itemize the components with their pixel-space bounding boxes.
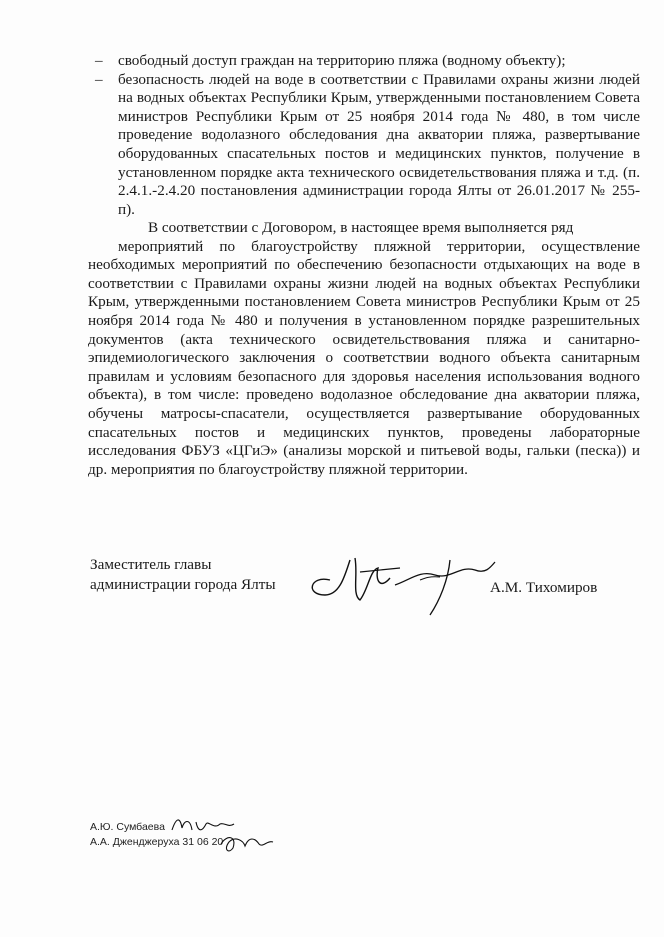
handwritten-initials <box>215 830 305 856</box>
handwritten-signature <box>300 540 500 620</box>
list-item <box>88 52 640 71</box>
executor-line: А.Ю. Сумбаева <box>90 821 165 833</box>
dash-marker: – <box>95 52 103 69</box>
paragraph-body: мероприятий по благоустройству пляжной территории, осуществление необходимых мероприятий по обеспечению безопасности отдыхающих на воде в соответствии с Правилами охраны жизни людей на водных объектах Республики Крым, утвержденными постановлением Совета министров Республики Крым от 25 ноября 2014 года № 480 и получения в установленном порядке разрешительных документов (акта технического освидетельствования пляжа и санитарно-эпидемиологического заключения о соответствии водного объекта санитарным правилам и условиям безопасного для здоровья населения использования водного объекта), в том числе: проведено водолазное обследование дна акватории пляжа, обучены матросы-спасатели, осуществляется развертывание оборудованных спасательных постов и медицинских пунктов, проведены лабораторные исследования ФБУЗ «ЦГиЭ» (анализы морской и питьевой воды, гальки (песка)) и др. мероприятия по благоустройству пляжной территории. <box>88 237 640 478</box>
signer-name: А.М. Тихомиров <box>490 579 598 596</box>
list-item <box>88 71 640 220</box>
paragraph-first-line: В соответствии с Договором, в настоящее время выполняется ряд <box>148 219 574 236</box>
signer-position <box>90 555 276 595</box>
list-item-text: безопасность людей на воде в соответствии с Правилами охраны жизни людей на водных объектах Республики Крым, утвержденными постановлением Совета министров Республики Крым от 25 ноября 2014 года № 480, в том числе проведение водолазного обследования дна акватории пляжа, развертывание оборудованных спасательных постов и медицинских пунктов, получение в установленном порядке акта технического освидетельствования пляжа и т.д. (п. 2.4.1.-2.4.20 постановления администрации города Ялты от 26.01.2017 № 255-п). <box>118 70 640 218</box>
requirements-list <box>88 52 640 219</box>
signer-position-line: администрации города Ялты <box>90 576 276 593</box>
signer-position-line: Заместитель главы <box>90 556 212 573</box>
list-item-text: свободный доступ граждан на территорию пляжа (водному объекту); <box>118 52 566 69</box>
dash-marker: – <box>95 70 103 88</box>
main-paragraph <box>88 219 640 479</box>
executor-line: А.А. Дженджеруха 31 06 20 <box>90 836 224 848</box>
